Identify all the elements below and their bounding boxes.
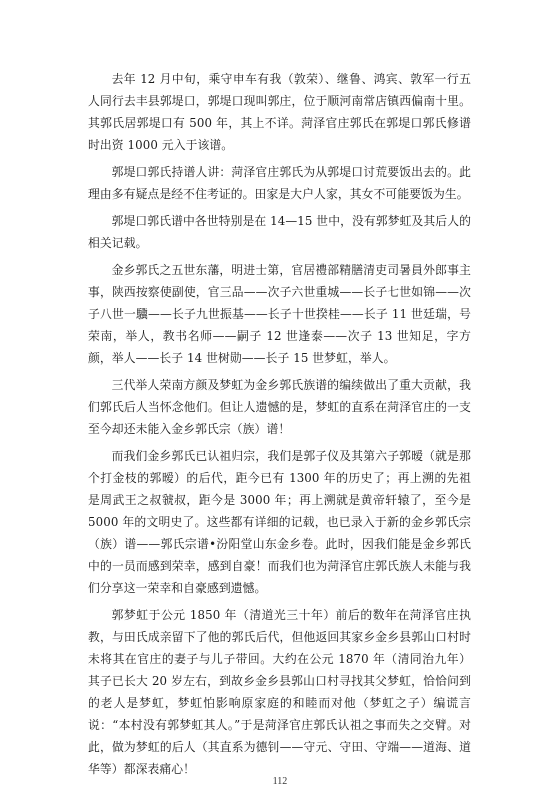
paragraph-6: 而我们金乡郭氏已认祖归宗，我们是郭子仪及其第六子郭暧（就是那个打金枝的郭暧）的后代，距今已有 1300 年的历史了；再上溯的先祖是周武王之叔虢叔，距今是 3000 年；再上溯就是黄帝轩辕了，至今是 5000 年的文明史了。这些都有详细的记载，也已录入于新的金乡郭氏宗（族）谱——郭氏宗谱•汾阳堂山东金乡卷。此时，因我们能是金乡郭氏中的一员而感到荣幸，感到自豪！而我们也为菏泽官庄郭氏族人未能与我们分享这一荣幸和自豪感到遗憾。: [88, 449, 471, 595]
paragraph-7: 郭梦虹于公元 1850 年（清道光三十年）前后的数年在菏泽官庄执教，与田氏成亲留下了他的郭氏后代，但他返回其家乡金乡县郭山口村时未将其在官庄的妻子与儿子带回。大约在公元 1870 年（清同治九年）其子已长大 20 岁左右，到故乡金乡县郭山口村寻找其父梦虹，恰恰问到的老人是梦虹，梦虹怕影响原家庭的和睦而对他（梦虹之子）编谎言说：“本村没有郭梦虹其人。”于是菏泽官庄郭氏认祖之事而失之交臂。对此，做为梦虹的后人（其直系为德钊——守元、守田、守端——道海、道华等）都深表痛心！: [88, 608, 471, 776]
paragraph-1: 去年 12 月中旬，乘守申车有我（敦荣）、继鲁、鸿宾、敦军一行五人同行去丰县郭堤口，郭堤口现叫郭庄，位于顺河南常店镇西偏南十里。其郭氏居郭堤口有 500 年，其上不详。菏泽官庄郭氏在郭堤口郭氏修谱时出资 1000 元入于该谱。: [88, 72, 471, 152]
paragraph-2: 郭堤口郭氏持谱人讲：菏泽官庄郭氏为从郭堤口讨荒要饭出去的。此理由多有疑点是经不住考证的。田家是大户人家，其女不可能要饭为生。: [88, 165, 471, 201]
paragraph-3: 郭堤口郭氏谱中各世特别是在 14—15 世中，没有郭梦虹及其后人的相关记载。: [88, 214, 471, 250]
body-text: [88, 68, 471, 785]
paragraph-5: 三代举人荣南方颜及梦虹为金乡郭氏族谱的编续做出了重大贡献，我们郭氏后人当怀念他们。但让人遗憾的是，梦虹的直系在菏泽官庄的一支至今却还未能入金乡郭氏宗（族）谱！: [88, 378, 471, 436]
paragraph-4: 金乡郭氏之五世东藩，明进士第，官居禮部精膳清吏司暑員外郎事主事，陕西按察使副使，官三品——次子六世重城——长子七世如锦——次子八世一驥——长子九世振基——长子十世揆桂——长子 11 世廷瑞，号荣南，举人，教书名师——嗣子 12 世逢泰——次子 13 世知足，字方颜，举人——长子 14 世树勋——长子 15 世梦虹，举人。: [88, 263, 471, 365]
page-number: 112: [272, 776, 288, 787]
